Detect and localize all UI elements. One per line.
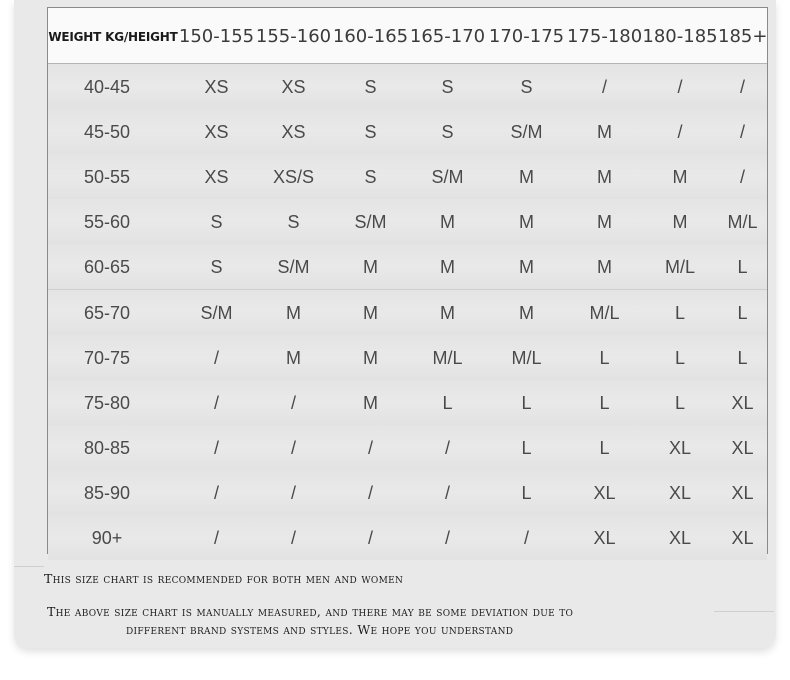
size-cell: / — [739, 122, 745, 143]
table-row — [48, 244, 767, 290]
size-cell: S — [210, 212, 223, 233]
size-cell: M — [519, 212, 534, 233]
table-row — [48, 380, 767, 426]
size-cell: S — [441, 122, 454, 143]
size-cell: S — [210, 257, 223, 278]
size-cell: / — [290, 528, 296, 548]
divider — [714, 611, 774, 612]
size-cell: M/L — [432, 347, 463, 368]
size-cell: / — [213, 347, 219, 368]
size-cell: S — [364, 167, 377, 188]
weight-cell: 75-80 — [83, 392, 131, 413]
size-cell: / — [739, 77, 745, 97]
size-cell: S/M — [431, 167, 464, 188]
weight-cell: 40-45 — [83, 77, 131, 97]
table-row — [48, 64, 767, 110]
size-cell: S/M — [354, 212, 387, 233]
size-cell: L — [599, 347, 610, 368]
table-row — [48, 154, 767, 200]
weight-cell: 70-75 — [83, 347, 131, 368]
size-cell: L — [737, 302, 748, 323]
size-cell: / — [367, 437, 373, 458]
size-cell: XS — [204, 122, 229, 143]
table-row — [48, 199, 767, 245]
size-cell: M — [519, 167, 534, 188]
size-chart-table — [47, 7, 768, 554]
table-row — [48, 515, 767, 560]
size-cell: S — [287, 212, 300, 233]
size-cell: / — [739, 167, 745, 188]
size-cell: XS — [281, 77, 306, 97]
size-cell: M — [519, 257, 534, 278]
table-row — [48, 425, 767, 471]
column-header: 180-185 — [642, 26, 718, 47]
size-cell: M — [286, 302, 301, 323]
size-cell: M — [363, 347, 378, 368]
table-row — [48, 335, 767, 381]
table-row — [48, 470, 767, 516]
size-cell: / — [444, 437, 450, 458]
size-cell: M — [363, 257, 378, 278]
size-cell: M — [597, 167, 612, 188]
size-cell: L — [521, 482, 532, 503]
size-cell: M/L — [511, 347, 542, 368]
column-header: 175-180 — [567, 26, 643, 47]
size-cell: S — [364, 77, 377, 97]
size-cell: M — [597, 257, 612, 278]
column-header: 165-170 — [409, 26, 486, 47]
weight-cell: 55-60 — [83, 212, 131, 233]
weight-cell: 50-55 — [83, 167, 131, 188]
size-cell: / — [213, 437, 219, 458]
size-cell: M — [440, 257, 455, 278]
size-cell: M — [363, 392, 378, 413]
size-cell: XL — [668, 437, 692, 458]
size-cell: / — [367, 482, 373, 503]
size-cell: M/L — [589, 302, 620, 323]
size-cell: / — [290, 482, 296, 503]
size-cell: XS — [204, 77, 229, 97]
size-cell: XL — [731, 482, 754, 503]
size-cell: / — [213, 482, 219, 503]
size-cell: L — [674, 302, 685, 323]
size-cell: M — [440, 212, 455, 233]
size-cell: M — [672, 212, 688, 233]
size-cell: / — [444, 482, 450, 503]
size-cell: XL — [668, 528, 692, 548]
column-header: 170-175 — [488, 26, 565, 47]
size-cell: XL — [668, 482, 692, 503]
note-line-2: The above size chart is manually measured, and there may be some deviation due to — [47, 604, 574, 619]
size-cell: S — [520, 77, 533, 97]
size-cell: / — [213, 392, 219, 413]
size-cell: / — [290, 437, 296, 458]
size-cell: S/M — [510, 122, 543, 143]
corner-header: WEIGHT KG/HEIGHT — [48, 30, 178, 44]
size-cell: M/L — [727, 212, 758, 233]
size-cell: XL — [593, 482, 616, 503]
table-header-row — [48, 8, 767, 64]
size-cell: / — [367, 528, 373, 548]
size-cell: / — [290, 392, 296, 413]
note-line-1: This size chart is recommended for both men and women — [44, 571, 404, 586]
size-cell: L — [521, 437, 532, 458]
size-cell: L — [674, 347, 685, 368]
size-cell: / — [677, 122, 683, 143]
weight-cell: 60-65 — [83, 257, 131, 278]
size-cell: / — [601, 77, 607, 97]
size-cell: L — [599, 437, 610, 458]
weight-cell: 45-50 — [83, 122, 131, 143]
size-cell: XL — [593, 528, 616, 548]
size-cell: L — [737, 347, 748, 368]
size-cell: L — [674, 392, 685, 413]
column-header: 150-155 — [178, 26, 255, 47]
weight-cell: 90+ — [91, 528, 123, 548]
size-cell: M — [440, 302, 455, 323]
size-cell: S/M — [277, 257, 310, 278]
size-cell: L — [737, 257, 748, 278]
table-row — [48, 290, 767, 336]
size-cell: XS — [204, 167, 229, 188]
table-row — [48, 109, 767, 155]
size-cell: L — [521, 392, 532, 413]
size-cell: M/L — [664, 257, 695, 278]
size-chart-card — [14, 0, 776, 648]
size-cell: M — [363, 302, 378, 323]
divider — [14, 566, 44, 567]
weight-cell: 80-85 — [83, 437, 131, 458]
size-cell: XL — [731, 437, 754, 458]
size-cell: L — [442, 392, 453, 413]
size-cell: M — [597, 212, 612, 233]
size-cell: / — [213, 528, 219, 548]
size-cell: M — [672, 167, 688, 188]
size-cell: S/M — [200, 302, 233, 323]
size-cell: M — [519, 302, 534, 323]
weight-cell: 65-70 — [83, 302, 131, 323]
weight-cell: 85-90 — [83, 482, 131, 503]
size-cell: S — [441, 77, 454, 97]
size-cell: S — [364, 122, 377, 143]
column-header: 155-160 — [255, 26, 332, 47]
column-header: 185+ — [718, 26, 768, 47]
size-cell: XL — [731, 528, 754, 548]
size-cell: XS — [281, 122, 306, 143]
size-cell: M — [286, 347, 301, 368]
size-cell: / — [444, 528, 450, 548]
size-cell: / — [523, 528, 529, 548]
size-cell: XL — [731, 392, 754, 413]
note-line-3: different brand systems and styles. We hope you understand — [126, 622, 514, 637]
size-cell: XS/S — [272, 167, 315, 188]
column-header: 160-165 — [332, 26, 409, 47]
size-cell: / — [677, 77, 683, 97]
size-cell: L — [599, 392, 610, 413]
size-cell: M — [597, 122, 612, 143]
